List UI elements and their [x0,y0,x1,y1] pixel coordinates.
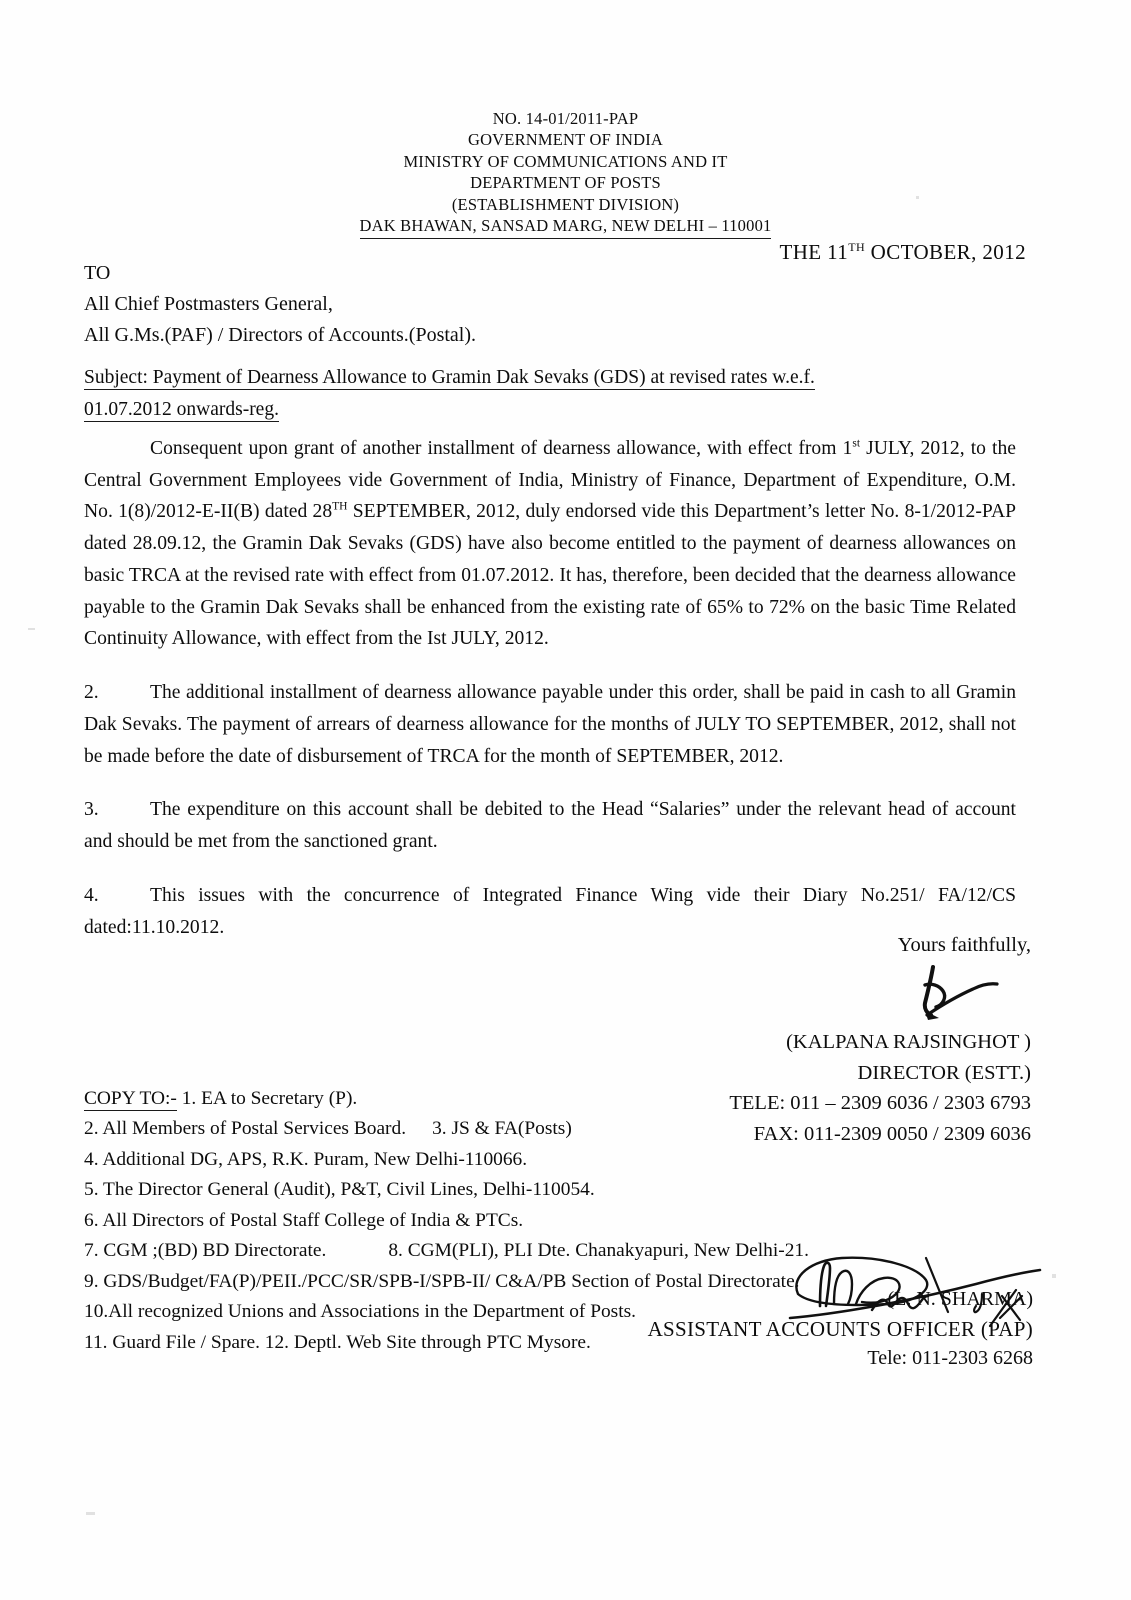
paragraph-3 [84,794,1016,857]
addressee-block [84,258,476,351]
letterhead-ministry: MINISTRY OF COMMUNICATIONS AND IT [403,151,728,171]
copy-to-item-7: 7. CGM ;(BD) BD Directorate. [84,1240,327,1262]
paragraph-3-text: The expenditure on this account shall be debited to the Head “Salaries” under the relevant head of account and should be met from the sanctioned grant. [84,799,1016,853]
addressee-line-1: All Chief Postmasters General, [84,293,333,315]
letterhead [0,108,1131,239]
secondary-signatory-telephone: Tele: 011-2303 6268 [867,1347,1033,1370]
paragraph-4-text: This issues with the concurrence of Integrated Finance Wing vide their Diary No.251/ FA/12/CS dated:11.10.2012. [84,884,1016,938]
letterhead-file-number: NO. 14-01/2011-PAP [492,109,639,128]
secondary-signature-block [648,1285,1033,1373]
scan-speck [86,1512,95,1515]
paragraph-1-part-c: SEPTEMBER, 2012, duly endorsed vide this Department’s letter No. 8-1/2012-PAP dated 28.09.12, the Gramin Dak Sevaks (GDS) have also become entitled to the payment of dearness allowances on basic TRCA at the revised rate with effect from 01.07.2012. It has, therefore, been decided that the dearness allowance payable to the Gramin Dak Sevaks shall be enhanced from the existing rate of 65% to 72% on the basic Time Related Continuity Allowance, with effect from the Ist JULY, 2012. [84,501,1016,650]
signatory-designation: DIRECTOR (ESTT.) [857,1061,1031,1084]
handwritten-signature-icon [881,963,1031,1027]
letter-body [84,433,1016,965]
signatory-fax: FAX: 011-2309 0050 / 2309 6036 [753,1123,1031,1145]
copy-to-item-8: 8. CGM(PLI), PLI Dte. Chanakyapuri, New Delhi-21. [388,1240,809,1262]
paragraph-1-ordinal-th: TH [332,500,348,513]
copy-to-line-6 [84,1236,1024,1266]
secondary-signatory-name: (L. N. SHARMA) [887,1288,1033,1310]
letterhead-division: (ESTABLISHMENT DIVISION) [451,194,680,214]
copy-to-line-3 [84,1145,1024,1175]
letterhead-address: DAK BHAWAN, SANSAD MARG, NEW DELHI – 110001 [360,215,772,238]
paragraph-1-part-b: JULY, 2012, to the Central Government Employees vide Government of India, Ministry of Finance, Department of Expenditure, O.M. No. 1(8)/2012-E-II(B) dated 28 [84,438,1016,523]
copy-to-item-3: 3. JS & FA(Posts) [432,1118,572,1140]
copy-to-item-5: 5. The Director General (Audit), P&T, Civil Lines, Delhi-110054. [84,1179,595,1201]
paragraph-2 [84,677,1016,772]
subject-block [84,362,1009,426]
paragraph-1-ordinal-st: st [852,437,861,450]
copy-to-item-2: 2. All Members of Postal Services Board. [84,1118,407,1140]
date-ordinal: TH [848,240,866,254]
paragraph-3-number: 3. [84,799,99,821]
letterhead-department: DEPARTMENT OF POSTS [470,173,661,193]
paragraph-2-number: 2. [84,682,99,704]
secondary-signatory-designation: ASSISTANT ACCOUNTS OFFICER (PAP) [647,1317,1033,1341]
paragraph-2-text: The additional installment of dearness allowance payable under this order, shall be paid in cash to all Gramin Dak Sevaks. The payment of arrears of dearness allowance for the months of JULY TO SEPTEMBER, 2012, shall not be made before the date of disbursement of TRCA for the month of SEPTEMBER, 2012. [84,682,1016,767]
copy-to-line-5 [84,1206,1024,1236]
subject-line-1: Subject: Payment of Dearness Allowance to Gramin Dak Sevaks (GDS) at revised rates w.e.f. [84,367,815,388]
closing-salutation: Yours faithfully, [897,934,1031,956]
copy-to-line-4 [84,1175,1024,1205]
signatory-name: (KALPANA RAJSINGHOT ) [786,1030,1031,1053]
subject-line-2: 01.07.2012 onwards-reg. [84,399,279,421]
date-suffix: OCTOBER, 2012 [865,240,1026,264]
to-label: TO [84,262,111,284]
paragraph-1 [84,433,1016,655]
letterhead-government: GOVERNMENT OF INDIA [467,130,664,150]
copy-to-item-6: 6. All Directors of Postal Staff College of India & PTCs. [84,1209,524,1231]
signatory-telephone: TELE: 011 – 2309 6036 / 2303 6793 [729,1092,1031,1115]
scan-speck [1052,1274,1056,1278]
paragraph-1-part-a: Consequent upon grant of another installment of dearness allowance, with effect from 1 [150,438,853,459]
date-prefix: THE 11 [779,240,849,264]
paragraph-4-number: 4. [84,884,99,906]
copy-to-line-2 [84,1114,1024,1144]
addressee-line-2: All G.Ms.(PAF) / Directors of Accounts.(Postal). [84,324,477,346]
copy-to-item-11: 11. Guard File / Spare. 12. Deptl. Web Site through PTC Mysore. [84,1331,591,1353]
scan-speck [28,628,35,630]
copy-to-item-10: 10.All recognized Unions and Associations in the Department of Posts. [84,1301,637,1323]
copy-to-line-1 [84,1084,1024,1114]
copy-to-item-9: 9. GDS/Budget/FA(P)/PEII./PCC/SR/SPB-I/SPB-II/ C&A/PB Section of Postal Directorate. [84,1270,800,1292]
copy-to-item-1: 1. EA to Secretary (P). [181,1088,358,1109]
letter-date [780,240,1026,265]
copy-to-label: COPY TO:- [84,1088,177,1109]
copy-to-item-4: 4. Additional DG, APS, R.K. Puram, New Delhi-110066. [84,1148,528,1170]
